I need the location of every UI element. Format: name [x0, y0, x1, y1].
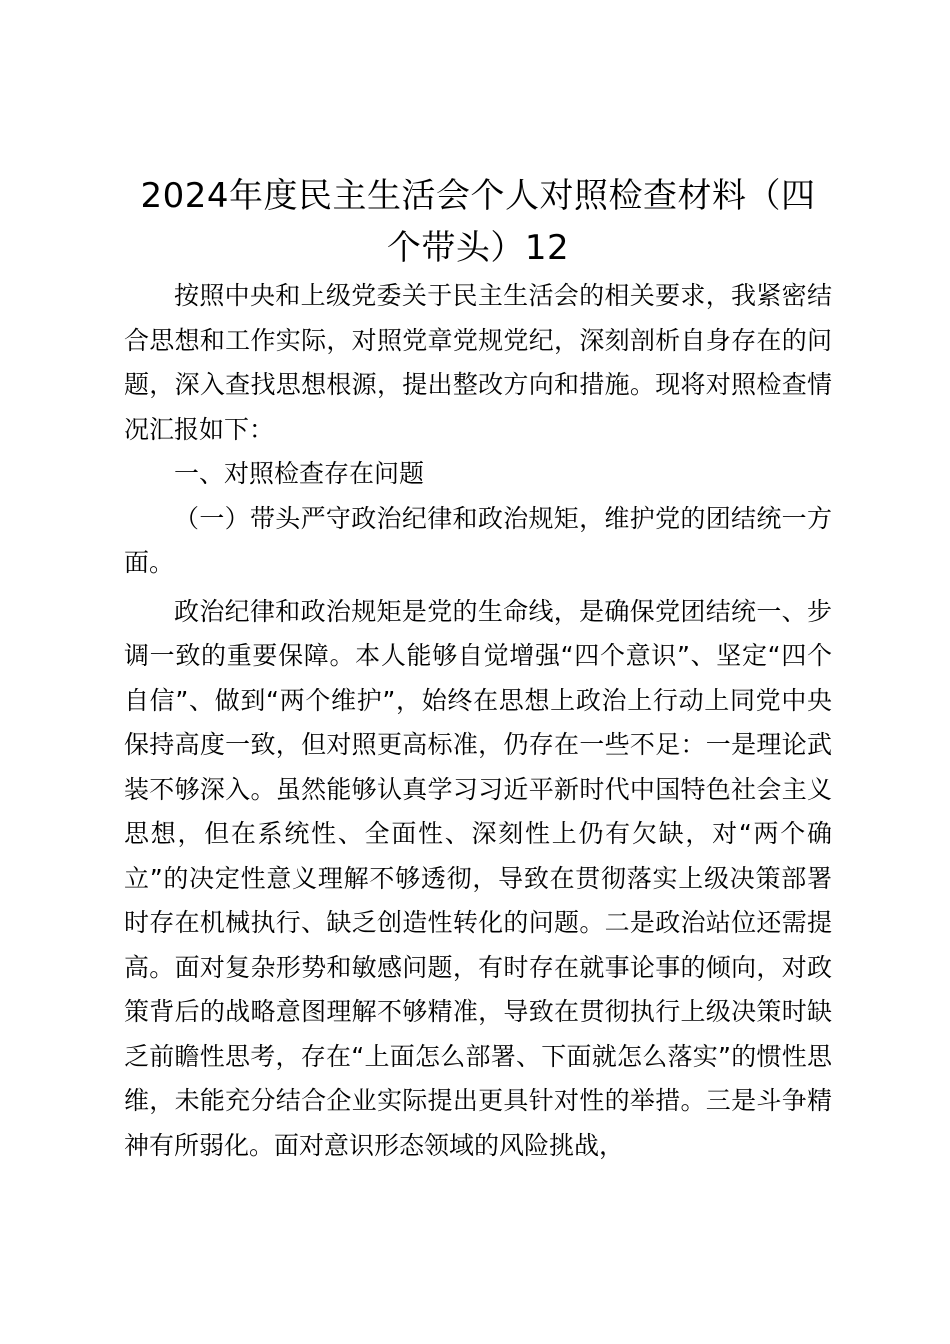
body-paragraph: 政治纪律和政治规矩是党的生命线，是确保党团结统一、步调一致的重要保障。本人能够自觉增强“四个意识”、坚定“四个自信”、做到“两个维护”，始终在思想上政治上行动上同党中央保持高度一致，但对照更高标准，仍存在一些不足：一是理论武装不够深入。虽然能够认真学习习近平新时代中国特色社会主义思想，但在系统性、全面性、深刻性上仍有欠缺，对“两个确立”的决定性意义理解不够透彻，导致在贯彻落实上级决策部署时存在机械执行、缺乏创造性转化的问题。二是政治站位还需提高。面对复杂形势和敏感问题，有时存在就事论事的倾向，对政策背后的战略意图理解不够精准，导致在贯彻执行上级决策时缺乏前瞻性思考，存在“上面怎么部署、下面就怎么落实”的惯性思维，未能充分结合企业实际提出更具针对性的举措。三是斗争精神有所弱化。面对意识形态领域的风险挑战，	[124, 596, 832, 1160]
section-heading: 一、对照检查存在问题	[174, 459, 425, 488]
document-title: 2024年度民主生活会个人对照检查材料（四个带头）12	[140, 176, 816, 268]
intro-paragraph: 按照中央和上级党委关于民主生活会的相关要求，我紧密结合思想和工作实际，对照党章党规党纪，深刻剖析自身存在的问题，深入查找思想根源，提出整改方向和措施。现将对照检查情况汇报如下：	[124, 281, 832, 444]
document-body	[124, 170, 832, 1168]
subsection-heading: （一）带头严守政治纪律和政治规矩，维护党的团结统一方面。	[124, 503, 832, 577]
